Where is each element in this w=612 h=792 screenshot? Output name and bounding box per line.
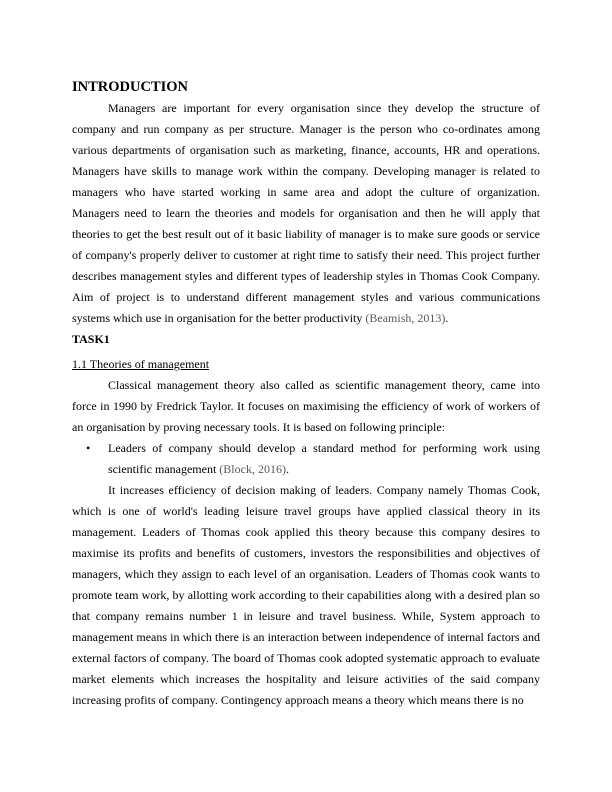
thomas-cook-paragraph: It increases efficiency of decision making of leaders. Company namely Thomas Cook, which is one of world's leading leisure travel groups have applied classical theory in its management. Leaders of Thomas cook applied this theory because this company desires to maximise its profits and benefits of customers, investors the responsibilities and objectives of managers, which they assign to each level of an organisation. Leaders of Thomas cook wants to promote team work, by allotting work according to their capabilities along with a desired plan so that company remains number 1 in leisure and travel business. While, System approach to management means in which there is an interaction between independence of internal factors and external factors of company. The board of Thomas cook adopted systematic approach to evaluate market elements which increases the hospitality and leisure activities of the said company increasing profits of company. Contingency approach means a theory which means there is no bbox=[72, 483, 540, 707]
bullet-body: Leaders of company should develop a standard method for performing work using scientific management bbox=[108, 441, 540, 476]
bullet-text bbox=[108, 438, 540, 480]
bullet-icon: • bbox=[86, 441, 91, 455]
theories-subheading: 1.1 Theories of management bbox=[72, 357, 210, 371]
introduction-text: Managers are important for every organisation since they develop the structure of company and run company as per structure. Manager is the person who co-ordinates among various departments of organisation such as marketing, finance, accounts, HR and operations. Managers have skills to manage work within the company. Developing manager is related to managers who have started working in same area and adopt the culture of organization. Managers need to learn the theories and models for organisation and then he will apply that theories to get the best result out of it basic liability of manager is to make sure goods or service of company's properly deliver to customer at right time to satisfy their need. This project further describes management styles and different types of leadership styles in Thomas Cook Company. Aim of project is to understand different management styles and various communications systems which use in organisation for the better productivity bbox=[72, 101, 540, 325]
task1-heading: TASK1 bbox=[72, 332, 110, 346]
classical-theory-paragraph: Classical management theory also called as scientific management theory, came into force in 1990 by Fredrick Taylor. It focuses on maximising the efficiency of work of workers of an organisation by proving necessary tools. It is based on following principle: bbox=[72, 378, 540, 434]
document-page bbox=[72, 78, 540, 711]
introduction-trail: . bbox=[445, 311, 449, 325]
citation-beamish: (Beamish, 2013) bbox=[365, 311, 446, 325]
citation-block: (Block, 2016) bbox=[219, 462, 286, 476]
introduction-paragraph bbox=[72, 98, 540, 329]
bullet-item bbox=[72, 438, 540, 480]
bullet-trail: . bbox=[285, 462, 289, 476]
introduction-heading: INTRODUCTION bbox=[72, 79, 189, 95]
